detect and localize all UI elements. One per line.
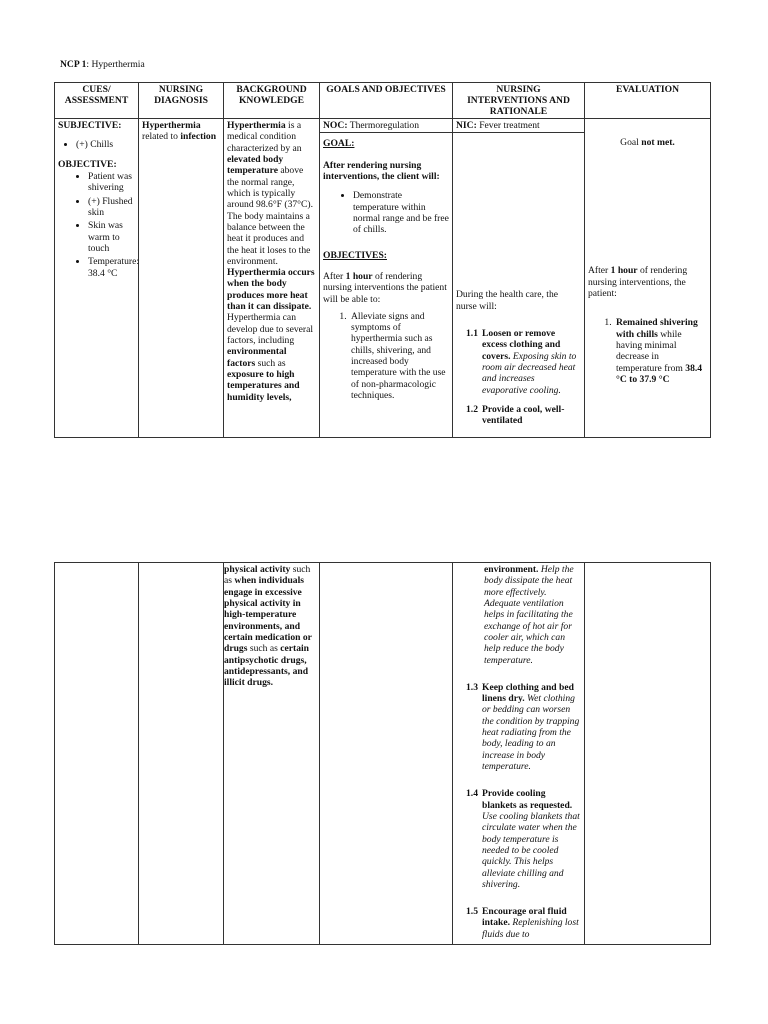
background-cell-cont: physical activity such as when individuals engage in excessive physical activity in high-temperature environments, and certain medication or drugs such as certain antipsychotic drugs, antidepressants, and illicit drugs. (224, 563, 320, 945)
evaluation-intro: After 1 hour of rendering nursing interventions, the patient: (588, 265, 688, 300)
objective-label: OBJECTIVE: (58, 158, 117, 170)
interventions-intro: During the health care, the nurse will: (456, 289, 559, 312)
diagnosis-cell: Hyperthermia related to infection (139, 119, 224, 438)
intervention-1-5: 1.5 Encourage oral fluid intake. Replenishing lost fluids due to (466, 906, 579, 940)
objectives-intro: After 1 hour of rendering nursing interventions the patient will be able to: (323, 270, 447, 305)
interventions-cell-cont (453, 563, 585, 945)
intervention-1-2-cont: environment. Help the body dissipate the heat more effectively. Adequate ventilation helps in facilitating the exchange of hot air for cooler air, which can help reduce the body temperature. (484, 564, 574, 666)
intervention-1-2: 1.2 Provide a cool, well-ventilated (466, 403, 565, 427)
evaluation-cell-cont (585, 563, 711, 945)
table-row (55, 119, 711, 438)
objective-item: • Skin was warm to touch (88, 220, 135, 254)
objective-item: • Temperature: 38.4 °C (88, 256, 135, 279)
header-background: BACKGROUND KNOWLEDGE (224, 83, 320, 119)
subjective-item: • (+) Chills (76, 139, 135, 150)
goal-item: • Demonstrate temperature within normal range and be free of chills. (353, 190, 449, 235)
evaluation-goal-status: Goal not met. (620, 137, 675, 149)
cues-cell (55, 119, 139, 438)
header-diagnosis: NURSING DIAGNOSIS (139, 83, 224, 119)
objective-item: 1. Alleviate signs and symptoms of hyperthermia such as chills, shivering, and increased body temperature with the use of non-pharmacologic techniques. (349, 311, 449, 402)
intervention-1-4: 1.4 Provide cooling blankets as requested. Use cooling blankets that circulate water when the body temperature is needed to be cooled quickly. This helps alleviate chilling and shivering. (466, 788, 580, 890)
interventions-cell (453, 119, 585, 438)
goal-intro: After rendering nursing interventions, the client will: (323, 159, 440, 183)
background-cell: Hyperthermia is a medical condition characterized by an elevated body temperature above the normal range, which is typically around 98.6°F (37°C). The body maintains a balance between the heat it produces and the heat it loses to the environment. Hyperthermia occurs when the body produces more heat than it can dissipate. Hyperthermia can develop due to several factors, including environmental factors such as exposure to high temperatures and humidity levels, (224, 119, 320, 438)
header-interventions: NURSING INTERVENTIONS AND RATIONALE (453, 83, 585, 119)
table-header-row (55, 83, 711, 119)
noc-line: NOC: Thermoregulation (323, 120, 420, 132)
header-cues: CUES/ ASSESSMENT (55, 83, 139, 119)
ncp-table-page2 (54, 562, 711, 945)
page-title: NCP 1: Hyperthermia (60, 59, 145, 70)
evaluation-result: 1. Remained shivering with chills while having minimal decrease in temperature from 38.4 °C to 37.9 °C (614, 317, 707, 385)
table-row (55, 563, 711, 945)
subjective-label: SUBJECTIVE: (58, 120, 122, 132)
objective-item: • Patient was shivering (88, 171, 135, 194)
goal-label: GOAL: (323, 138, 355, 150)
ncp-table-page1 (54, 82, 711, 438)
objectives-label: OBJECTIVES: (323, 249, 387, 261)
cues-cell-cont (55, 563, 139, 945)
header-evaluation: EVALUATION (585, 83, 711, 119)
objective-item: • (+) Flushed skin (88, 196, 135, 219)
header-goals: GOALS AND OBJECTIVES (320, 83, 453, 119)
goals-cell-cont (320, 563, 453, 945)
goals-cell (320, 119, 453, 438)
intervention-1-1: 1.1 Loosen or remove excess clothing and covers. Exposing skin to room air decreased heat and increases evaporative cooling. (466, 328, 577, 396)
intervention-1-3: 1.3 Keep clothing and bed linens dry. Wet clothing or bedding can worsen the condition by trapping heat radiating from the body, leading to an increase in body temperature. (466, 681, 580, 772)
nic-line: NIC: Fever treatment (456, 120, 540, 132)
diagnosis-cell-cont (139, 563, 224, 945)
evaluation-cell (585, 119, 711, 438)
